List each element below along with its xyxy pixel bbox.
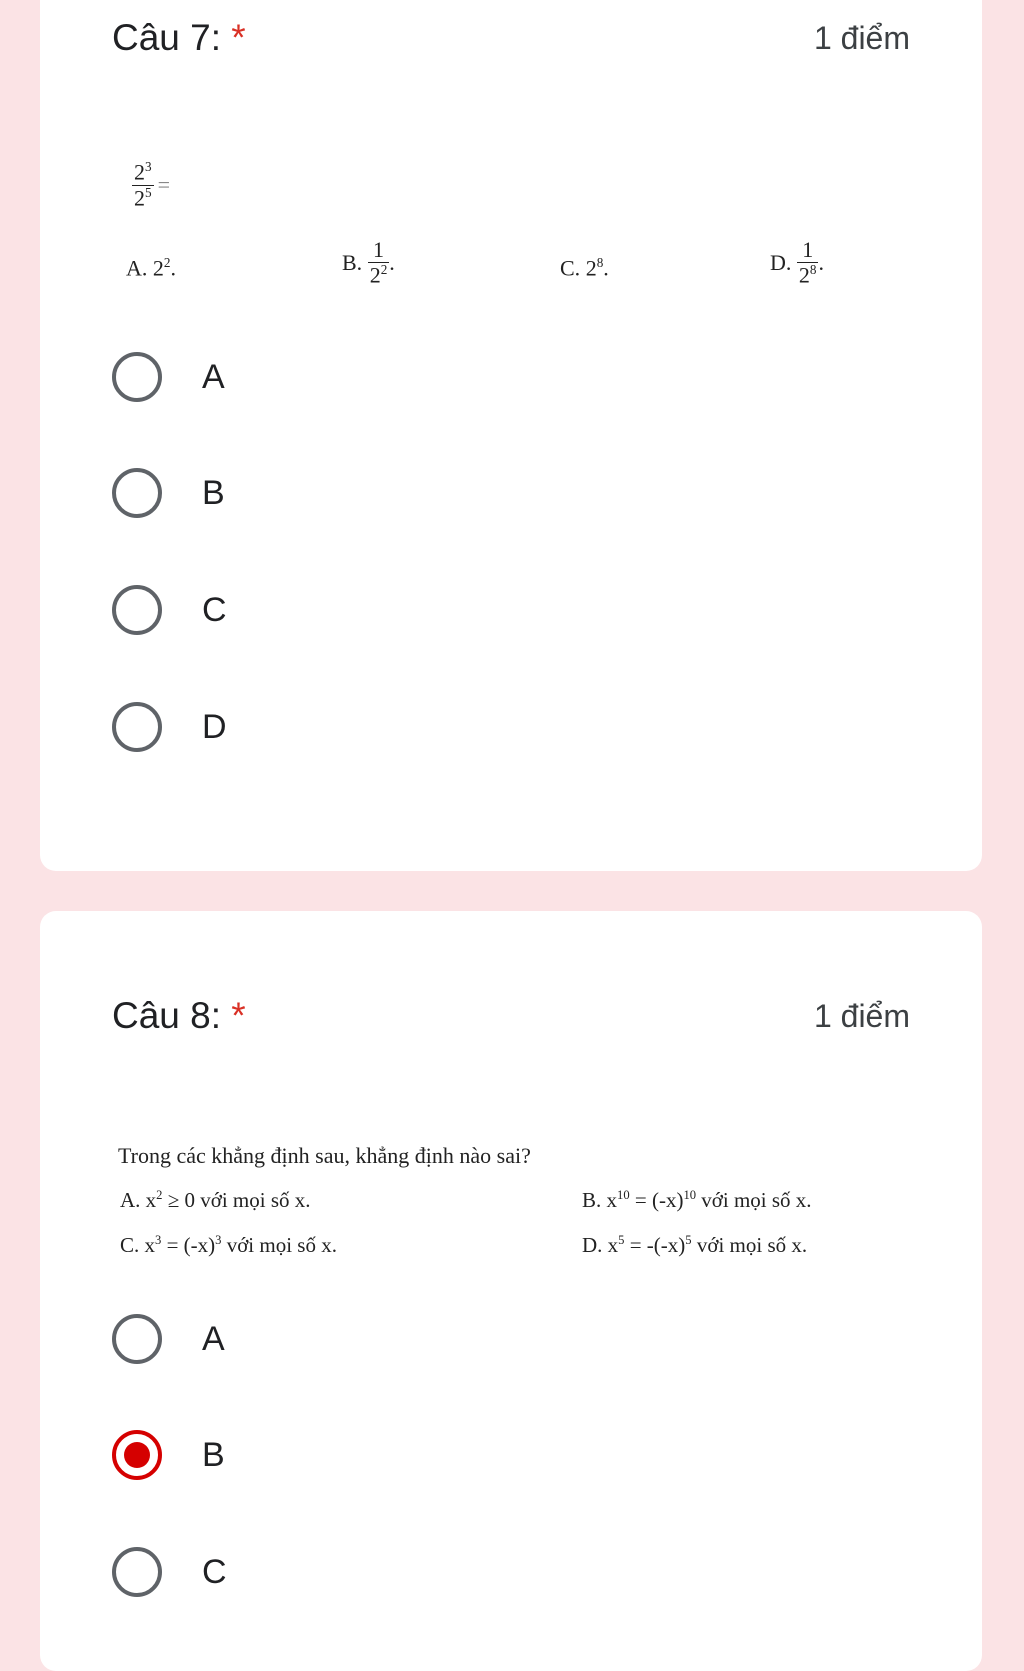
radio-selected-dot <box>124 1442 150 1468</box>
radio-option-a[interactable] <box>112 1314 225 1364</box>
question-card-7 <box>40 0 982 871</box>
fraction-denominator-exponent: 5 <box>145 184 152 200</box>
question-expression <box>132 160 170 210</box>
radio-option-c[interactable] <box>112 585 227 635</box>
choice-a-text: A. $2^2$. <box>126 255 176 281</box>
radio-option-b[interactable] <box>112 1430 225 1480</box>
question-header <box>112 995 910 1037</box>
radio-option-c[interactable] <box>112 1547 227 1597</box>
choice-c-text: C. $2^8$. <box>560 255 609 281</box>
radio-option-b[interactable] <box>112 468 225 518</box>
radio-button[interactable] <box>112 1547 162 1597</box>
choice-a-text: A. $x^2 \ge 0$ với mọi số x. <box>120 1188 311 1212</box>
question-card-8 <box>40 911 982 1671</box>
expression-fraction <box>132 160 154 210</box>
choice-b-fraction: $\frac{1}{2^2}$ <box>369 237 388 288</box>
option-label: B <box>202 473 225 512</box>
radio-button-selected[interactable] <box>112 1430 162 1480</box>
option-label: A <box>202 357 225 396</box>
radio-button[interactable] <box>112 1314 162 1364</box>
radio-option-d[interactable] <box>112 702 227 752</box>
choice-b-text: B. $\frac{1}{2^2}$ . <box>342 237 395 288</box>
question-number: Câu 8: <box>112 995 222 1036</box>
radio-button[interactable] <box>112 468 162 518</box>
question-header <box>112 17 910 59</box>
choice-d-text: D. $\frac{1}{2^8}$ . <box>770 237 824 288</box>
radio-option-a[interactable] <box>112 352 225 402</box>
choice-b-text: B. $x^{10} = (-x)^{10}$ với mọi số x. <box>582 1188 812 1212</box>
question-number: Câu 7: <box>112 17 222 58</box>
radio-button[interactable] <box>112 702 162 752</box>
choice-c-text: C. $x^3 = (-x)^3$ với mọi số x. <box>120 1233 337 1257</box>
required-mark: * <box>231 995 246 1036</box>
option-label: C <box>202 590 227 629</box>
option-label: A <box>202 1319 225 1358</box>
choice-d-fraction: $\frac{1}{2^8}$ <box>798 237 817 288</box>
question-points: 1 điểm <box>813 997 910 1034</box>
question-title <box>112 995 246 1037</box>
option-label: B <box>202 1435 225 1474</box>
fraction-numerator-exponent: 3 <box>145 159 152 174</box>
option-label: D <box>202 707 227 746</box>
question-text: Trong các khẳng định sau, khẳng định nào sai? <box>118 1143 531 1168</box>
choice-d-text: D. $x^5 = -(-x)^5$ với mọi số x. <box>582 1233 808 1257</box>
fraction-numerator-base: 2 <box>134 159 145 185</box>
radio-button[interactable] <box>112 585 162 635</box>
question-title <box>112 17 246 59</box>
equals-sign: = <box>157 172 171 198</box>
question-points: 1 điểm <box>813 19 910 56</box>
option-label: C <box>202 1552 227 1591</box>
required-mark: * <box>231 17 246 58</box>
radio-button[interactable] <box>112 352 162 402</box>
fraction-denominator-base: 2 <box>134 184 145 210</box>
